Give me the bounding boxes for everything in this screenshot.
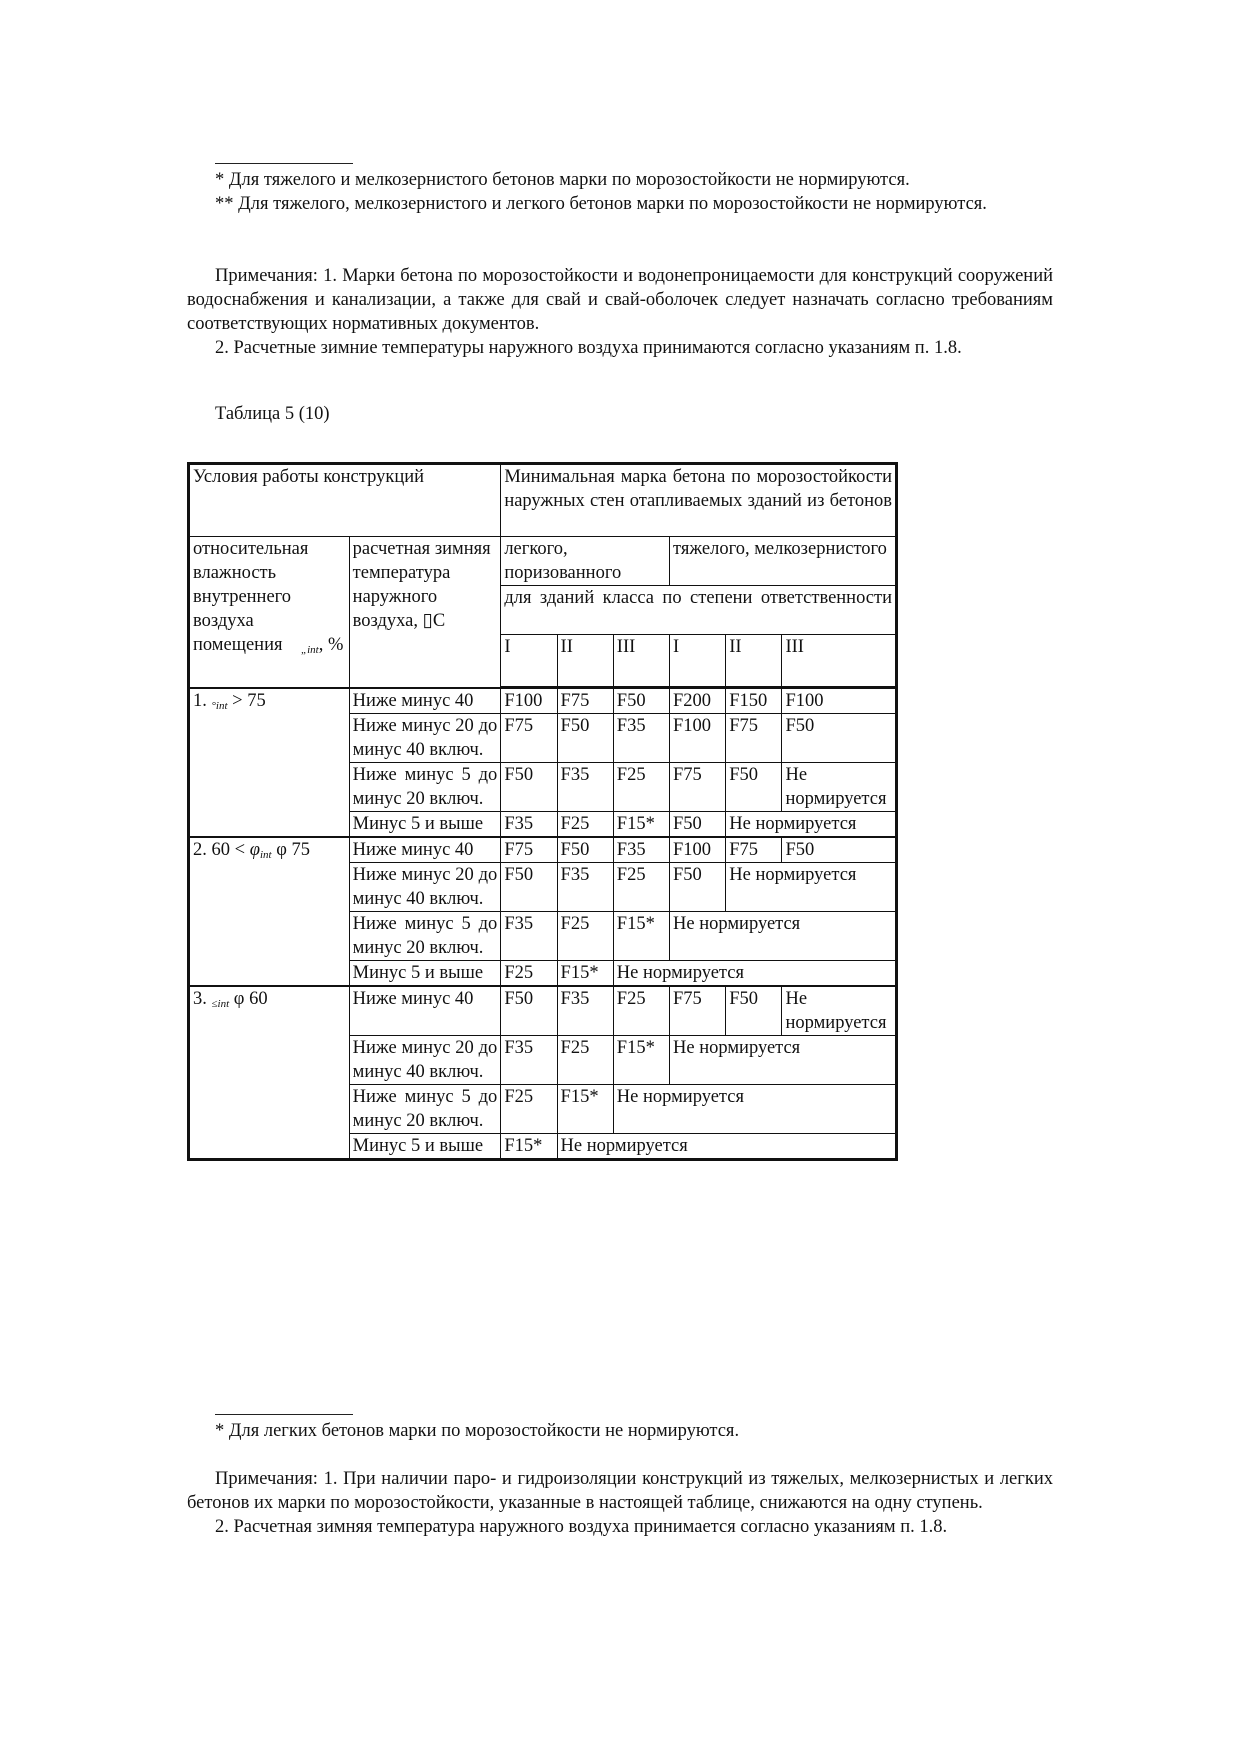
class-light-1: I — [501, 635, 557, 688]
value-cell: F75 — [501, 714, 557, 763]
temp-cell: Ниже минус 40 — [349, 986, 501, 1036]
merged-cell: Не нормируется — [613, 961, 896, 987]
value-cell: F75 — [726, 714, 782, 763]
value-cell: F35 — [557, 986, 613, 1036]
top-footnotes — [187, 168, 1053, 216]
table-row — [189, 986, 897, 1036]
humidity-text: относительная влажность внутреннего воздуха помещения — [193, 539, 309, 655]
table-row — [189, 688, 897, 714]
value-cell: F35 — [557, 863, 613, 912]
label-prefix: 1. — [193, 690, 212, 711]
merged-cell: Не нормируется — [670, 1036, 897, 1085]
value-cell: F15* — [557, 1085, 613, 1134]
bottom-notes — [187, 1467, 1053, 1539]
label-symbol: ° — [211, 699, 216, 712]
value-cell: F15* — [613, 912, 669, 961]
value-cell: F15* — [613, 1036, 669, 1085]
value-cell: F15* — [613, 812, 669, 838]
value-cell: F50 — [782, 714, 897, 763]
temp-cell: Ниже минус 20 до минус 40 включ. — [349, 1036, 501, 1085]
note-1: Примечания: 1. Марки бетона по морозостойкости и водонепроницаемости для конструкций сооружений водоснабжения и канализации, а также для свай и свай-оболочек следует назначать согласно требованиям соответствующих нормативных документов. — [187, 266, 1053, 334]
value-cell: F50 — [501, 763, 557, 812]
header-class: для зданий класса по степени ответственности — [501, 586, 897, 635]
value-cell: F35 — [501, 912, 557, 961]
header-min-grade: Минимальная марка бетона по морозостойкости наружных стен отапливаемых зданий из бетонов — [501, 464, 897, 537]
class-light-2: II — [557, 635, 613, 688]
bottom-note-2: 2. Расчетная зимняя температура наружного воздуха принимается согласно указаниям п. 1.8. — [215, 1517, 948, 1537]
class-heavy-3: III — [782, 635, 897, 688]
value-cell: F75 — [557, 688, 613, 714]
merged-cell: Не нормируется — [726, 863, 897, 912]
value-cell: F15* — [557, 961, 613, 987]
value-cell: F100 — [670, 714, 726, 763]
label-suffix: > 75 — [227, 690, 266, 711]
value-cell: F35 — [613, 714, 669, 763]
group-2-label — [189, 837, 350, 986]
header-humidity — [189, 537, 350, 688]
temp-cell: Ниже минус 20 до минус 40 включ. — [349, 714, 501, 763]
value-cell: F50 — [501, 986, 557, 1036]
group-3-label — [189, 986, 350, 1160]
value-cell: F100 — [670, 837, 726, 863]
header-conditions: Условия работы конструкций — [189, 464, 501, 537]
value-cell: F75 — [670, 763, 726, 812]
footnote-separator-bottom — [215, 1414, 353, 1415]
value-cell: F25 — [557, 912, 613, 961]
merged-cell: Не нормируется — [613, 1085, 896, 1134]
label-prefix: 2. 60 < — [193, 840, 250, 860]
temp-cell: Ниже минус 5 до минус 20 включ. — [349, 763, 501, 812]
value-cell: F75 — [726, 837, 782, 863]
table-caption-block — [187, 402, 1053, 426]
value-cell: F50 — [726, 986, 782, 1036]
group-1-label — [189, 688, 350, 838]
value-cell: F25 — [557, 1036, 613, 1085]
label-subscript: int — [217, 998, 230, 1010]
table-row — [189, 837, 897, 863]
humidity-subscript: int — [307, 644, 319, 656]
value-cell: F50 — [501, 863, 557, 912]
label-suffix: φ 75 — [271, 840, 310, 860]
bottom-footnote: * Для легких бетонов марки по морозостойкости не нормируются. — [215, 1421, 740, 1441]
merged-cell: Не нормируется — [726, 812, 897, 838]
note-2: 2. Расчетные зимние температуры наружного воздуха принимаются согласно указаниям п. 1.8. — [215, 338, 962, 358]
label-symbol: ≤ — [211, 998, 218, 1010]
label-suffix: φ 60 — [229, 989, 268, 1009]
temp-cell: Ниже минус 5 до минус 20 включ. — [349, 1085, 501, 1134]
bottom-note-1: Примечания: 1. При наличии паро- и гидроизоляции конструкций из тяжелых, мелкозернистых и легких бетонов их марки по морозостойкости, указанные в настоящей таблице, снижаются на одну ступень. — [187, 1469, 1053, 1513]
value-cell: F100 — [782, 688, 897, 714]
temp-cell: Ниже минус 5 до минус 20 включ. — [349, 912, 501, 961]
temp-cell: Ниже минус 20 до минус 40 включ. — [349, 863, 501, 912]
temp-cell: Ниже минус 40 — [349, 837, 501, 863]
footnote-1: * Для тяжелого и мелкозернистого бетонов марки по морозостойкости не нормируются. — [215, 170, 910, 190]
class-heavy-2: II — [726, 635, 782, 688]
value-cell: F75 — [670, 986, 726, 1036]
value-cell: F50 — [670, 812, 726, 838]
frost-resistance-table — [187, 462, 898, 1161]
class-heavy-1: I — [670, 635, 726, 688]
merged-cell: Не нормируется — [557, 1134, 896, 1160]
value-cell: F50 — [613, 688, 669, 714]
label-subscript: int — [215, 699, 228, 712]
value-cell: F25 — [613, 986, 669, 1036]
label-prefix: 3. — [193, 989, 212, 1009]
temp-cell: Минус 5 и выше — [349, 961, 501, 987]
value-cell: Не нормируется — [782, 986, 897, 1036]
bottom-footnote-block — [187, 1419, 1053, 1443]
value-cell: F50 — [782, 837, 897, 863]
value-cell: Не нормируется — [782, 763, 897, 812]
value-cell: F35 — [613, 837, 669, 863]
value-cell: F50 — [557, 714, 613, 763]
temp-cell: Минус 5 и выше — [349, 1134, 501, 1160]
value-cell: F100 — [501, 688, 557, 714]
header-heavy-concrete: тяжелого, мелкозернистого — [670, 537, 897, 586]
value-cell: F25 — [501, 961, 557, 987]
class-light-3: III — [613, 635, 669, 688]
humidity-symbol: „ — [300, 644, 308, 656]
top-notes — [187, 264, 1053, 360]
header-temperature: расчетная зимняя температура наружного воздуха, ▯C — [349, 537, 501, 688]
value-cell: F200 — [670, 688, 726, 714]
temp-cell: Ниже минус 40 — [349, 688, 501, 714]
value-cell: F25 — [557, 812, 613, 838]
value-cell: F25 — [613, 763, 669, 812]
footnote-separator — [215, 163, 353, 164]
table-caption: Таблица 5 (10) — [215, 404, 330, 424]
merged-cell: Не нормируется — [670, 912, 897, 961]
footnote-2: ** Для тяжелого, мелкозернистого и легкого бетонов марки по морозостойкости не нормируются. — [215, 194, 987, 214]
value-cell: F75 — [501, 837, 557, 863]
value-cell: F15* — [501, 1134, 557, 1160]
label-subscript: int — [259, 849, 272, 861]
value-cell: F25 — [501, 1085, 557, 1134]
value-cell: F50 — [557, 837, 613, 863]
value-cell: F35 — [501, 1036, 557, 1085]
value-cell: F150 — [726, 688, 782, 714]
temp-cell: Минус 5 и выше — [349, 812, 501, 838]
humidity-unit: , % — [318, 635, 344, 655]
value-cell: F50 — [726, 763, 782, 812]
header-light-concrete: легкого, поризованного — [501, 537, 670, 586]
value-cell: F35 — [501, 812, 557, 838]
value-cell: F25 — [613, 863, 669, 912]
value-cell: F50 — [670, 863, 726, 912]
label-symbol: φ — [249, 840, 260, 860]
value-cell: F35 — [557, 763, 613, 812]
